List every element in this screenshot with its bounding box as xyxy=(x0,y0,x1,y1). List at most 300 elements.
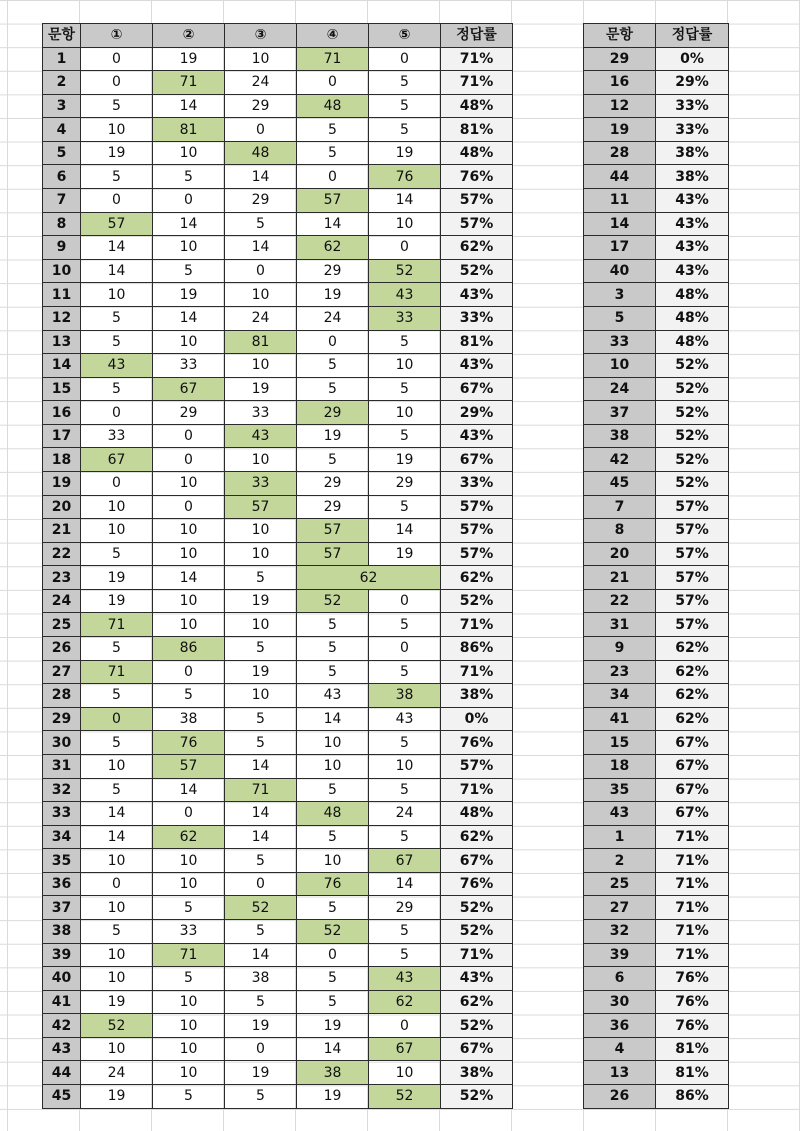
header-question[interactable]: 문항 xyxy=(43,24,81,48)
option-percent-cell[interactable]: 14 xyxy=(225,943,297,967)
correct-rate-cell[interactable]: 52% xyxy=(441,259,513,283)
option-percent-cell[interactable]: 33 xyxy=(153,919,225,943)
option-percent-cell[interactable]: 29 xyxy=(153,401,225,425)
ranking-rate-cell[interactable]: 71% xyxy=(656,849,729,873)
correct-answer-cell[interactable]: 76 xyxy=(297,872,369,896)
ranking-question-cell[interactable]: 27 xyxy=(584,896,656,920)
option-percent-cell[interactable]: 19 xyxy=(225,589,297,613)
question-number-cell[interactable]: 9 xyxy=(43,236,81,260)
question-number-cell[interactable]: 14 xyxy=(43,354,81,378)
correct-rate-cell[interactable]: 71% xyxy=(441,943,513,967)
option-percent-cell[interactable]: 14 xyxy=(153,566,225,590)
option-percent-cell[interactable]: 5 xyxy=(225,566,297,590)
header-option-5[interactable]: ⑤ xyxy=(369,24,441,48)
option-percent-cell[interactable]: 0 xyxy=(81,71,153,95)
ranking-rate-cell[interactable]: 62% xyxy=(656,637,729,661)
ranking-question-cell[interactable]: 24 xyxy=(584,377,656,401)
option-percent-cell[interactable]: 19 xyxy=(81,566,153,590)
correct-rate-cell[interactable]: 43% xyxy=(441,424,513,448)
option-percent-cell[interactable]: 19 xyxy=(297,1014,369,1038)
option-percent-cell[interactable]: 10 xyxy=(153,613,225,637)
ranking-rate-cell[interactable]: 52% xyxy=(656,424,729,448)
ranking-rate-cell[interactable]: 67% xyxy=(656,778,729,802)
ranking-rate-cell[interactable]: 52% xyxy=(656,471,729,495)
option-percent-cell[interactable]: 19 xyxy=(369,141,441,165)
option-percent-cell[interactable]: 14 xyxy=(81,802,153,826)
ranking-question-cell[interactable]: 2 xyxy=(584,849,656,873)
option-percent-cell[interactable]: 0 xyxy=(225,872,297,896)
option-percent-cell[interactable]: 14 xyxy=(225,825,297,849)
question-number-cell[interactable]: 2 xyxy=(43,71,81,95)
option-percent-cell[interactable]: 19 xyxy=(225,1014,297,1038)
question-number-cell[interactable]: 12 xyxy=(43,306,81,330)
option-percent-cell[interactable]: 0 xyxy=(225,259,297,283)
option-percent-cell[interactable]: 24 xyxy=(297,306,369,330)
option-percent-cell[interactable]: 10 xyxy=(153,872,225,896)
ranking-question-cell[interactable]: 44 xyxy=(584,165,656,189)
question-number-cell[interactable]: 39 xyxy=(43,943,81,967)
correct-rate-cell[interactable]: 67% xyxy=(441,377,513,401)
option-percent-cell[interactable]: 5 xyxy=(369,731,441,755)
correct-answer-cell[interactable]: 43 xyxy=(225,424,297,448)
ranking-rate-cell[interactable]: 57% xyxy=(656,566,729,590)
option-percent-cell[interactable]: 33 xyxy=(225,401,297,425)
option-percent-cell[interactable]: 10 xyxy=(225,519,297,543)
option-percent-cell[interactable]: 5 xyxy=(297,141,369,165)
option-percent-cell[interactable]: 14 xyxy=(225,802,297,826)
option-percent-cell[interactable]: 14 xyxy=(81,236,153,260)
ranking-question-cell[interactable]: 20 xyxy=(584,542,656,566)
correct-answer-cell[interactable]: 62 xyxy=(297,236,369,260)
question-number-cell[interactable]: 7 xyxy=(43,189,81,213)
ranking-question-cell[interactable]: 10 xyxy=(584,354,656,378)
correct-rate-cell[interactable]: 71% xyxy=(441,660,513,684)
question-number-cell[interactable]: 11 xyxy=(43,283,81,307)
correct-answer-cell[interactable]: 52 xyxy=(369,259,441,283)
option-percent-cell[interactable]: 0 xyxy=(153,802,225,826)
ranking-question-cell[interactable]: 13 xyxy=(584,1061,656,1085)
option-percent-cell[interactable]: 5 xyxy=(369,71,441,95)
option-percent-cell[interactable]: 10 xyxy=(369,1061,441,1085)
option-percent-cell[interactable]: 5 xyxy=(81,94,153,118)
option-percent-cell[interactable]: 14 xyxy=(369,189,441,213)
option-percent-cell[interactable]: 10 xyxy=(225,354,297,378)
ranking-rate-cell[interactable]: 67% xyxy=(656,754,729,778)
ranking-question-cell[interactable]: 45 xyxy=(584,471,656,495)
option-percent-cell[interactable]: 14 xyxy=(225,754,297,778)
option-percent-cell[interactable]: 29 xyxy=(225,189,297,213)
ranking-question-cell[interactable]: 23 xyxy=(584,660,656,684)
ranking-question-cell[interactable]: 32 xyxy=(584,919,656,943)
correct-answer-cell[interactable]: 48 xyxy=(225,141,297,165)
question-number-cell[interactable]: 8 xyxy=(43,212,81,236)
ranking-rate-cell[interactable]: 57% xyxy=(656,542,729,566)
ranking-question-cell[interactable]: 40 xyxy=(584,259,656,283)
option-percent-cell[interactable]: 5 xyxy=(225,919,297,943)
option-percent-cell[interactable]: 19 xyxy=(153,47,225,71)
option-percent-cell[interactable]: 19 xyxy=(297,283,369,307)
header-option-3[interactable]: ③ xyxy=(225,24,297,48)
correct-rate-cell[interactable]: 86% xyxy=(441,637,513,661)
ranking-rate-cell[interactable]: 43% xyxy=(656,236,729,260)
correct-answer-cell[interactable]: 81 xyxy=(153,118,225,142)
ranking-question-cell[interactable]: 14 xyxy=(584,212,656,236)
correct-rate-cell[interactable]: 33% xyxy=(441,306,513,330)
correct-answer-cell[interactable]: 57 xyxy=(297,542,369,566)
option-percent-cell[interactable]: 24 xyxy=(369,802,441,826)
ranking-header-correct-rate[interactable]: 정답률 xyxy=(656,24,729,48)
option-percent-cell[interactable]: 10 xyxy=(153,330,225,354)
ranking-rate-cell[interactable]: 81% xyxy=(656,1037,729,1061)
question-number-cell[interactable]: 15 xyxy=(43,377,81,401)
option-percent-cell[interactable]: 5 xyxy=(225,849,297,873)
option-percent-cell[interactable]: 0 xyxy=(297,943,369,967)
correct-answer-cell[interactable]: 43 xyxy=(369,283,441,307)
correct-answer-cell[interactable]: 0 xyxy=(81,707,153,731)
ranking-rate-cell[interactable]: 43% xyxy=(656,189,729,213)
ranking-question-cell[interactable]: 26 xyxy=(584,1085,656,1109)
option-percent-cell[interactable]: 10 xyxy=(225,542,297,566)
ranking-rate-cell[interactable]: 67% xyxy=(656,731,729,755)
correct-answer-cell[interactable]: 81 xyxy=(225,330,297,354)
question-number-cell[interactable]: 44 xyxy=(43,1061,81,1085)
option-percent-cell[interactable]: 5 xyxy=(369,118,441,142)
option-percent-cell[interactable]: 29 xyxy=(297,259,369,283)
option-percent-cell[interactable]: 5 xyxy=(225,731,297,755)
option-percent-cell[interactable]: 5 xyxy=(225,637,297,661)
question-number-cell[interactable]: 16 xyxy=(43,401,81,425)
correct-answer-cell[interactable]: 43 xyxy=(81,354,153,378)
option-percent-cell[interactable]: 5 xyxy=(297,967,369,991)
option-percent-cell[interactable]: 5 xyxy=(297,118,369,142)
option-percent-cell[interactable]: 43 xyxy=(297,684,369,708)
option-percent-cell[interactable]: 5 xyxy=(369,330,441,354)
option-percent-cell[interactable]: 5 xyxy=(369,919,441,943)
ranking-question-cell[interactable]: 29 xyxy=(584,47,656,71)
ranking-rate-cell[interactable]: 57% xyxy=(656,495,729,519)
option-percent-cell[interactable]: 14 xyxy=(369,872,441,896)
question-number-cell[interactable]: 35 xyxy=(43,849,81,873)
question-number-cell[interactable]: 5 xyxy=(43,141,81,165)
option-percent-cell[interactable]: 10 xyxy=(153,1037,225,1061)
question-number-cell[interactable]: 26 xyxy=(43,637,81,661)
option-percent-cell[interactable]: 19 xyxy=(81,141,153,165)
option-percent-cell[interactable]: 5 xyxy=(369,660,441,684)
ranking-question-cell[interactable]: 41 xyxy=(584,707,656,731)
option-percent-cell[interactable]: 5 xyxy=(153,967,225,991)
ranking-question-cell[interactable]: 19 xyxy=(584,118,656,142)
option-percent-cell[interactable]: 5 xyxy=(153,1085,225,1109)
correct-rate-cell[interactable]: 57% xyxy=(441,542,513,566)
merged-option-cell[interactable]: 62 xyxy=(297,566,441,590)
option-percent-cell[interactable]: 19 xyxy=(297,424,369,448)
ranking-rate-cell[interactable]: 71% xyxy=(656,943,729,967)
option-percent-cell[interactable]: 10 xyxy=(225,613,297,637)
option-percent-cell[interactable]: 14 xyxy=(369,519,441,543)
ranking-question-cell[interactable]: 35 xyxy=(584,778,656,802)
correct-rate-cell[interactable]: 81% xyxy=(441,330,513,354)
question-number-cell[interactable]: 10 xyxy=(43,259,81,283)
option-percent-cell[interactable]: 5 xyxy=(297,778,369,802)
option-percent-cell[interactable]: 5 xyxy=(369,613,441,637)
option-percent-cell[interactable]: 5 xyxy=(81,377,153,401)
ranking-rate-cell[interactable]: 52% xyxy=(656,354,729,378)
correct-rate-cell[interactable]: 76% xyxy=(441,731,513,755)
option-percent-cell[interactable]: 0 xyxy=(153,189,225,213)
correct-answer-cell[interactable]: 67 xyxy=(369,849,441,873)
ranking-question-cell[interactable]: 12 xyxy=(584,94,656,118)
question-number-cell[interactable]: 13 xyxy=(43,330,81,354)
correct-answer-cell[interactable]: 52 xyxy=(225,896,297,920)
ranking-rate-cell[interactable]: 71% xyxy=(656,825,729,849)
correct-rate-cell[interactable]: 52% xyxy=(441,896,513,920)
option-percent-cell[interactable]: 10 xyxy=(153,589,225,613)
option-percent-cell[interactable]: 5 xyxy=(297,377,369,401)
option-percent-cell[interactable]: 14 xyxy=(225,165,297,189)
question-number-cell[interactable]: 17 xyxy=(43,424,81,448)
ranking-rate-cell[interactable]: 71% xyxy=(656,872,729,896)
ranking-question-cell[interactable]: 1 xyxy=(584,825,656,849)
question-number-cell[interactable]: 6 xyxy=(43,165,81,189)
correct-rate-cell[interactable]: 48% xyxy=(441,802,513,826)
correct-answer-cell[interactable]: 71 xyxy=(81,613,153,637)
question-number-cell[interactable]: 41 xyxy=(43,990,81,1014)
ranking-rate-cell[interactable]: 57% xyxy=(656,519,729,543)
correct-answer-cell[interactable]: 71 xyxy=(153,71,225,95)
option-percent-cell[interactable]: 0 xyxy=(153,448,225,472)
ranking-rate-cell[interactable]: 71% xyxy=(656,896,729,920)
correct-answer-cell[interactable]: 29 xyxy=(297,401,369,425)
correct-answer-cell[interactable]: 57 xyxy=(297,519,369,543)
option-percent-cell[interactable]: 5 xyxy=(369,424,441,448)
ranking-question-cell[interactable]: 16 xyxy=(584,71,656,95)
option-percent-cell[interactable]: 5 xyxy=(225,1085,297,1109)
option-percent-cell[interactable]: 14 xyxy=(153,306,225,330)
option-percent-cell[interactable]: 19 xyxy=(225,377,297,401)
option-percent-cell[interactable]: 5 xyxy=(81,306,153,330)
correct-rate-cell[interactable]: 67% xyxy=(441,849,513,873)
ranking-rate-cell[interactable]: 76% xyxy=(656,990,729,1014)
question-number-cell[interactable]: 43 xyxy=(43,1037,81,1061)
correct-answer-cell[interactable]: 71 xyxy=(225,778,297,802)
ranking-question-cell[interactable]: 4 xyxy=(584,1037,656,1061)
header-option-2[interactable]: ② xyxy=(153,24,225,48)
ranking-question-cell[interactable]: 9 xyxy=(584,637,656,661)
ranking-question-cell[interactable]: 11 xyxy=(584,189,656,213)
option-percent-cell[interactable]: 14 xyxy=(297,212,369,236)
option-percent-cell[interactable]: 38 xyxy=(225,967,297,991)
option-percent-cell[interactable]: 10 xyxy=(297,731,369,755)
question-number-cell[interactable]: 23 xyxy=(43,566,81,590)
correct-answer-cell[interactable]: 57 xyxy=(153,754,225,778)
option-percent-cell[interactable]: 19 xyxy=(369,542,441,566)
option-percent-cell[interactable]: 5 xyxy=(297,354,369,378)
option-percent-cell[interactable]: 10 xyxy=(81,849,153,873)
ranking-question-cell[interactable]: 3 xyxy=(584,283,656,307)
option-percent-cell[interactable]: 5 xyxy=(297,825,369,849)
correct-rate-cell[interactable]: 43% xyxy=(441,967,513,991)
correct-answer-cell[interactable]: 57 xyxy=(225,495,297,519)
correct-rate-cell[interactable]: 62% xyxy=(441,236,513,260)
option-percent-cell[interactable]: 10 xyxy=(153,141,225,165)
option-percent-cell[interactable]: 10 xyxy=(81,519,153,543)
correct-rate-cell[interactable]: 62% xyxy=(441,566,513,590)
ranking-rate-cell[interactable]: 43% xyxy=(656,259,729,283)
option-percent-cell[interactable]: 19 xyxy=(81,990,153,1014)
correct-answer-cell[interactable]: 33 xyxy=(369,306,441,330)
option-percent-cell[interactable]: 10 xyxy=(153,849,225,873)
option-percent-cell[interactable]: 0 xyxy=(297,330,369,354)
question-number-cell[interactable]: 24 xyxy=(43,589,81,613)
correct-rate-cell[interactable]: 62% xyxy=(441,990,513,1014)
ranking-rate-cell[interactable]: 57% xyxy=(656,613,729,637)
correct-rate-cell[interactable]: 52% xyxy=(441,1014,513,1038)
option-percent-cell[interactable]: 10 xyxy=(81,754,153,778)
option-percent-cell[interactable]: 10 xyxy=(297,754,369,778)
correct-answer-cell[interactable]: 57 xyxy=(81,212,153,236)
correct-answer-cell[interactable]: 67 xyxy=(153,377,225,401)
ranking-rate-cell[interactable]: 52% xyxy=(656,448,729,472)
ranking-rate-cell[interactable]: 52% xyxy=(656,377,729,401)
ranking-question-cell[interactable]: 8 xyxy=(584,519,656,543)
ranking-question-cell[interactable]: 28 xyxy=(584,141,656,165)
option-percent-cell[interactable]: 5 xyxy=(225,990,297,1014)
correct-rate-cell[interactable]: 71% xyxy=(441,47,513,71)
question-number-cell[interactable]: 21 xyxy=(43,519,81,543)
ranking-rate-cell[interactable]: 29% xyxy=(656,71,729,95)
option-percent-cell[interactable]: 0 xyxy=(297,165,369,189)
option-percent-cell[interactable]: 10 xyxy=(81,495,153,519)
correct-rate-cell[interactable]: 57% xyxy=(441,754,513,778)
option-percent-cell[interactable]: 14 xyxy=(153,778,225,802)
correct-rate-cell[interactable]: 76% xyxy=(441,165,513,189)
correct-rate-cell[interactable]: 76% xyxy=(441,872,513,896)
option-percent-cell[interactable]: 10 xyxy=(81,943,153,967)
ranking-rate-cell[interactable]: 76% xyxy=(656,967,729,991)
header-option-1[interactable]: ① xyxy=(81,24,153,48)
option-percent-cell[interactable]: 5 xyxy=(369,943,441,967)
header-option-4[interactable]: ④ xyxy=(297,24,369,48)
option-percent-cell[interactable]: 5 xyxy=(153,259,225,283)
question-number-cell[interactable]: 40 xyxy=(43,967,81,991)
option-percent-cell[interactable]: 10 xyxy=(153,1014,225,1038)
correct-answer-cell[interactable]: 71 xyxy=(81,660,153,684)
correct-rate-cell[interactable]: 71% xyxy=(441,613,513,637)
ranking-rate-cell[interactable]: 52% xyxy=(656,401,729,425)
question-number-cell[interactable]: 3 xyxy=(43,94,81,118)
option-percent-cell[interactable]: 5 xyxy=(81,684,153,708)
correct-rate-cell[interactable]: 62% xyxy=(441,825,513,849)
option-percent-cell[interactable]: 29 xyxy=(297,495,369,519)
option-percent-cell[interactable]: 29 xyxy=(297,471,369,495)
option-percent-cell[interactable]: 19 xyxy=(81,1085,153,1109)
option-percent-cell[interactable]: 0 xyxy=(297,71,369,95)
question-number-cell[interactable]: 36 xyxy=(43,872,81,896)
correct-rate-cell[interactable]: 33% xyxy=(441,471,513,495)
option-percent-cell[interactable]: 14 xyxy=(297,1037,369,1061)
option-percent-cell[interactable]: 5 xyxy=(297,613,369,637)
option-percent-cell[interactable]: 14 xyxy=(297,707,369,731)
option-percent-cell[interactable]: 14 xyxy=(153,212,225,236)
correct-answer-cell[interactable]: 52 xyxy=(369,1085,441,1109)
question-number-cell[interactable]: 4 xyxy=(43,118,81,142)
option-percent-cell[interactable]: 0 xyxy=(153,660,225,684)
correct-answer-cell[interactable]: 76 xyxy=(369,165,441,189)
ranking-question-cell[interactable]: 21 xyxy=(584,566,656,590)
option-percent-cell[interactable]: 0 xyxy=(225,118,297,142)
option-percent-cell[interactable]: 0 xyxy=(153,424,225,448)
correct-rate-cell[interactable]: 43% xyxy=(441,354,513,378)
option-percent-cell[interactable]: 19 xyxy=(369,448,441,472)
option-percent-cell[interactable]: 0 xyxy=(369,1014,441,1038)
correct-rate-cell[interactable]: 38% xyxy=(441,1061,513,1085)
option-percent-cell[interactable]: 5 xyxy=(297,990,369,1014)
correct-rate-cell[interactable]: 67% xyxy=(441,1037,513,1061)
correct-rate-cell[interactable]: 57% xyxy=(441,495,513,519)
option-percent-cell[interactable]: 0 xyxy=(153,495,225,519)
option-percent-cell[interactable]: 5 xyxy=(81,778,153,802)
correct-answer-cell[interactable]: 57 xyxy=(297,189,369,213)
correct-answer-cell[interactable]: 67 xyxy=(369,1037,441,1061)
question-number-cell[interactable]: 32 xyxy=(43,778,81,802)
option-percent-cell[interactable]: 5 xyxy=(297,637,369,661)
correct-rate-cell[interactable]: 57% xyxy=(441,212,513,236)
correct-answer-cell[interactable]: 38 xyxy=(369,684,441,708)
option-percent-cell[interactable]: 19 xyxy=(297,1085,369,1109)
ranking-rate-cell[interactable]: 81% xyxy=(656,1061,729,1085)
correct-answer-cell[interactable]: 86 xyxy=(153,637,225,661)
ranking-question-cell[interactable]: 7 xyxy=(584,495,656,519)
option-percent-cell[interactable]: 33 xyxy=(81,424,153,448)
question-number-cell[interactable]: 19 xyxy=(43,471,81,495)
option-percent-cell[interactable]: 5 xyxy=(81,637,153,661)
ranking-question-cell[interactable]: 15 xyxy=(584,731,656,755)
correct-answer-cell[interactable]: 33 xyxy=(225,471,297,495)
correct-answer-cell[interactable]: 71 xyxy=(153,943,225,967)
option-percent-cell[interactable]: 5 xyxy=(153,684,225,708)
correct-rate-cell[interactable]: 57% xyxy=(441,189,513,213)
option-percent-cell[interactable]: 14 xyxy=(81,825,153,849)
correct-rate-cell[interactable]: 81% xyxy=(441,118,513,142)
option-percent-cell[interactable]: 10 xyxy=(81,967,153,991)
option-percent-cell[interactable]: 10 xyxy=(225,448,297,472)
option-percent-cell[interactable]: 0 xyxy=(81,47,153,71)
correct-rate-cell[interactable]: 57% xyxy=(441,519,513,543)
option-percent-cell[interactable]: 0 xyxy=(81,401,153,425)
question-number-cell[interactable]: 30 xyxy=(43,731,81,755)
ranking-question-cell[interactable]: 25 xyxy=(584,872,656,896)
correct-answer-cell[interactable]: 71 xyxy=(297,47,369,71)
question-number-cell[interactable]: 25 xyxy=(43,613,81,637)
option-percent-cell[interactable]: 0 xyxy=(81,471,153,495)
ranking-rate-cell[interactable]: 38% xyxy=(656,141,729,165)
option-percent-cell[interactable]: 14 xyxy=(153,94,225,118)
correct-rate-cell[interactable]: 48% xyxy=(441,141,513,165)
correct-answer-cell[interactable]: 52 xyxy=(81,1014,153,1038)
option-percent-cell[interactable]: 10 xyxy=(81,1037,153,1061)
option-percent-cell[interactable]: 5 xyxy=(369,825,441,849)
option-percent-cell[interactable]: 10 xyxy=(225,283,297,307)
correct-answer-cell[interactable]: 52 xyxy=(297,589,369,613)
option-percent-cell[interactable]: 0 xyxy=(225,1037,297,1061)
ranking-question-cell[interactable]: 37 xyxy=(584,401,656,425)
question-number-cell[interactable]: 31 xyxy=(43,754,81,778)
option-percent-cell[interactable]: 10 xyxy=(369,401,441,425)
option-percent-cell[interactable]: 10 xyxy=(153,1061,225,1085)
option-percent-cell[interactable]: 5 xyxy=(81,330,153,354)
ranking-rate-cell[interactable]: 48% xyxy=(656,330,729,354)
ranking-rate-cell[interactable]: 62% xyxy=(656,684,729,708)
